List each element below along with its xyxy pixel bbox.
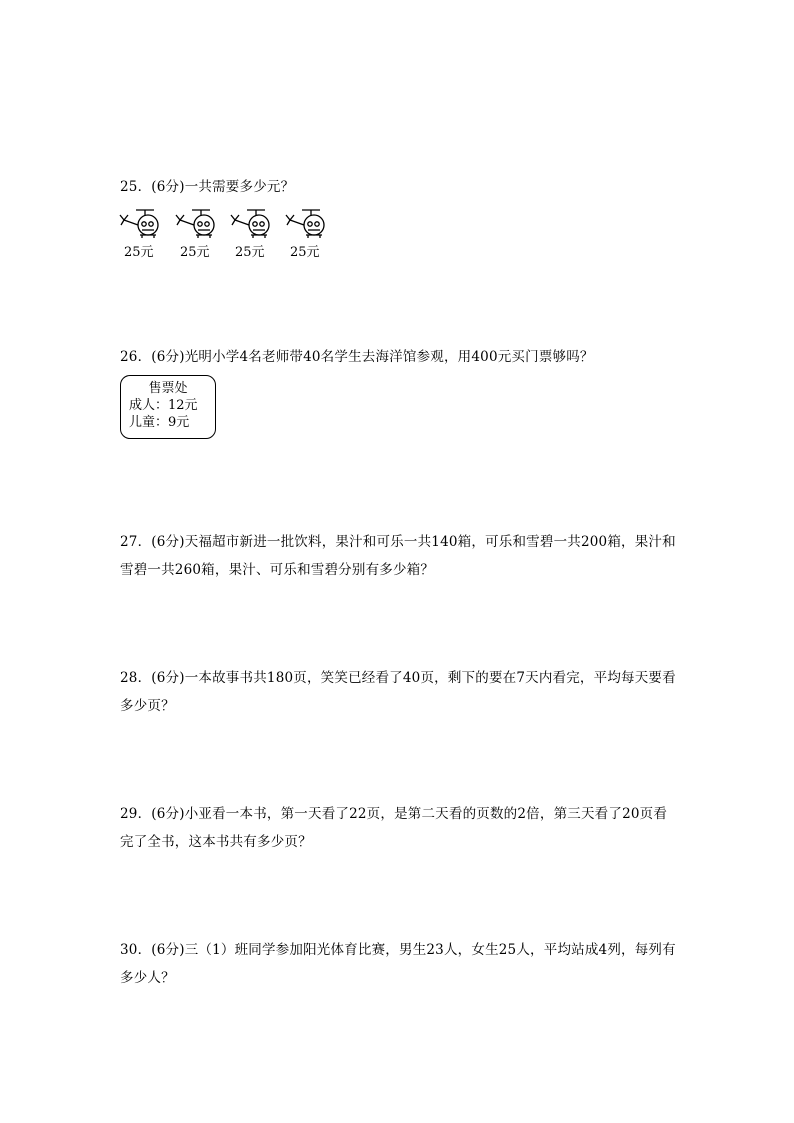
toy-helicopter-1 [118, 206, 170, 260]
helicopter-icon [118, 206, 168, 242]
adult-price: 成人：12元 [129, 398, 198, 413]
question-28: 28．(6分)一本故事书共180页，笑笑已经看了40页，剩下的要在7天内看完，平均每天要看多少页？ [120, 670, 676, 714]
question-29: 29．(6分)小亚看一本书，第一天看了22页，是第二天看的页数的2倍，第三天看了20页看完了全书，这本书共有多少页？ [120, 806, 668, 850]
helicopter-icon [229, 206, 279, 242]
helicopter-icon [284, 206, 334, 242]
helicopter-icon [174, 206, 224, 242]
toy-price: 25元 [235, 245, 265, 260]
toy-price: 25元 [124, 245, 154, 260]
toy-helicopter-2 [174, 206, 226, 260]
ticket-office-title: 售票处 [148, 381, 188, 396]
ticket-office-box [120, 375, 216, 439]
toy-price: 25元 [180, 245, 210, 260]
question-30: 30．(6分)三（1）班同学参加阳光体育比赛，男生23人，女生25人，平均站成4列，每列有多少人？ [120, 942, 676, 986]
child-price: 儿童：9元 [129, 415, 190, 430]
question-26: 26．(6分)光明小学4名老师带40名学生去海洋馆参观，用400元买门票够吗？ [120, 349, 594, 365]
toy-helicopter-3 [229, 206, 281, 260]
toy-price: 25元 [290, 245, 320, 260]
question-25: 25．(6分)一共需要多少元？ [120, 179, 295, 195]
question-27: 27．(6分)天福超市新进一批饮料，果汁和可乐一共140箱，可乐和雪碧一共200箱，果汁和雪碧一共260箱，果汁、可乐和雪碧分别有多少箱？ [120, 534, 676, 578]
toy-helicopter-4 [284, 206, 336, 260]
toy-helicopter-row [118, 206, 348, 260]
